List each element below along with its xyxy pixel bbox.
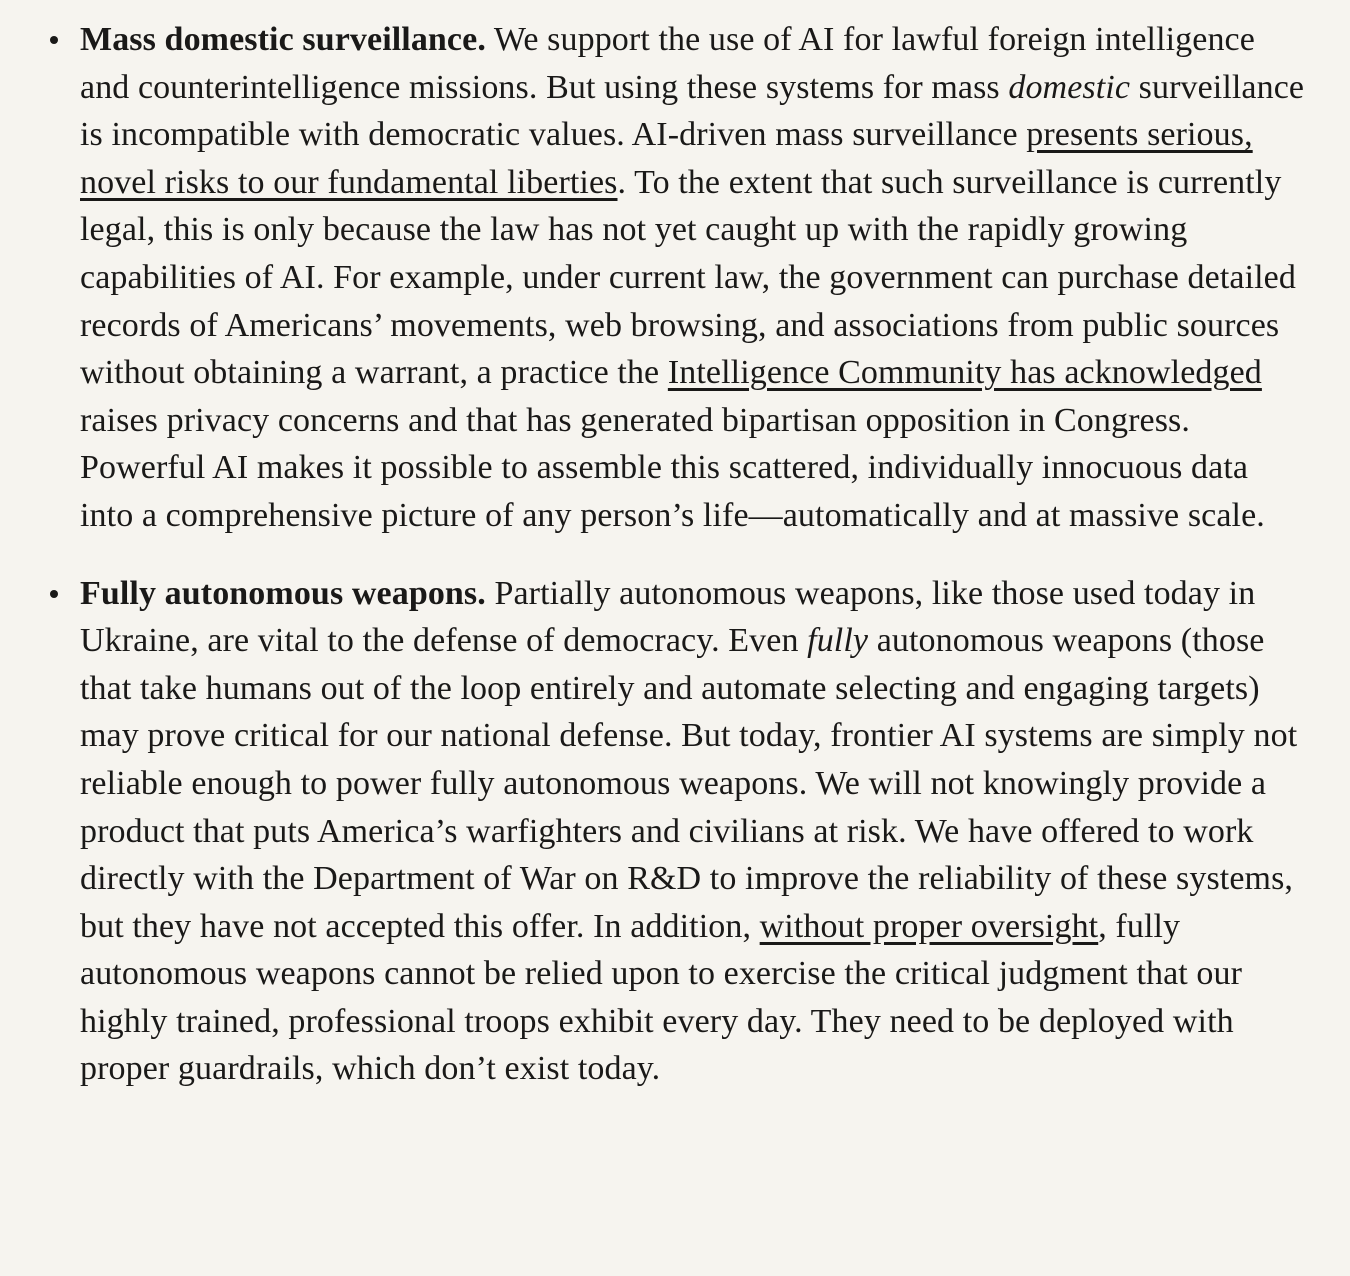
paragraph-text — [80, 575, 1297, 1088]
list-item — [48, 16, 1308, 540]
inline-link[interactable]: Intelligence Community has acknowledged — [667, 354, 1262, 392]
text-segment-normal: surveillance is incompatible with democratic values. AI-driven mass surveillance — [80, 68, 1305, 154]
text-segment-normal: autonomous weapons (those that take humans out of the loop entirely and automate selecting and engaging targets) may prove critical for our national defense. But today, frontier AI systems are simply not reliable enough to power fully autonomous weapons. We will not knowingly provide a product that puts America’s warfighters and civilians at risk. We have offered to work directly with the Department of War on R&D to improve the reliability of these systems, but they have not accepted this offer. In addition, — [80, 622, 1298, 945]
text-segment-normal: raises privacy concerns and that has generated bipartisan opposition in Congress. Powerful AI makes it possible to assemble this scattered, individually innocuous data into a comprehensive picture of any person’s life—automatically and at massive scale. — [80, 401, 1265, 534]
paragraph-text — [80, 21, 1304, 534]
text-segment-normal: . To the extent that such surveillance is currently legal, this is only because the law has not yet caught up with the rapidly growing capabilities of AI. For example, under current law, the government can purchase detailed records of Americans’ movements, web browsing, and associations from public sources without obtaining a warrant, a practice the — [80, 163, 1296, 392]
text-segment-normal: , fully autonomous weapons cannot be relied upon to exercise the critical judgment that our highly trained, professional troops exhibit every day. They need to be deployed with proper guardrails, which don’t exist today. — [80, 907, 1243, 1088]
bullet-dot-icon — [50, 590, 58, 598]
text-segment-italic: fully — [807, 622, 869, 660]
text-segment-bold: Fully autonomous weapons. — [80, 574, 486, 612]
text-segment-italic: domestic — [1008, 68, 1131, 106]
inline-link[interactable]: without proper oversight — [759, 907, 1099, 945]
text-segment-normal: Partially autonomous weapons, like those used today in Ukraine, are vital to the defense of democracy. Even — [80, 574, 1256, 660]
text-segment-normal: We support the use of AI for lawful foreign intelligence and counterintelligence missions. But using these systems for mass — [80, 21, 1255, 106]
inline-link[interactable]: presents serious, novel risks to our fundamental liberties — [80, 116, 1253, 201]
bullet-dot-icon — [50, 36, 58, 44]
text-segment-bold: Mass domestic surveillance. — [80, 21, 486, 58]
list-item — [48, 570, 1308, 1094]
